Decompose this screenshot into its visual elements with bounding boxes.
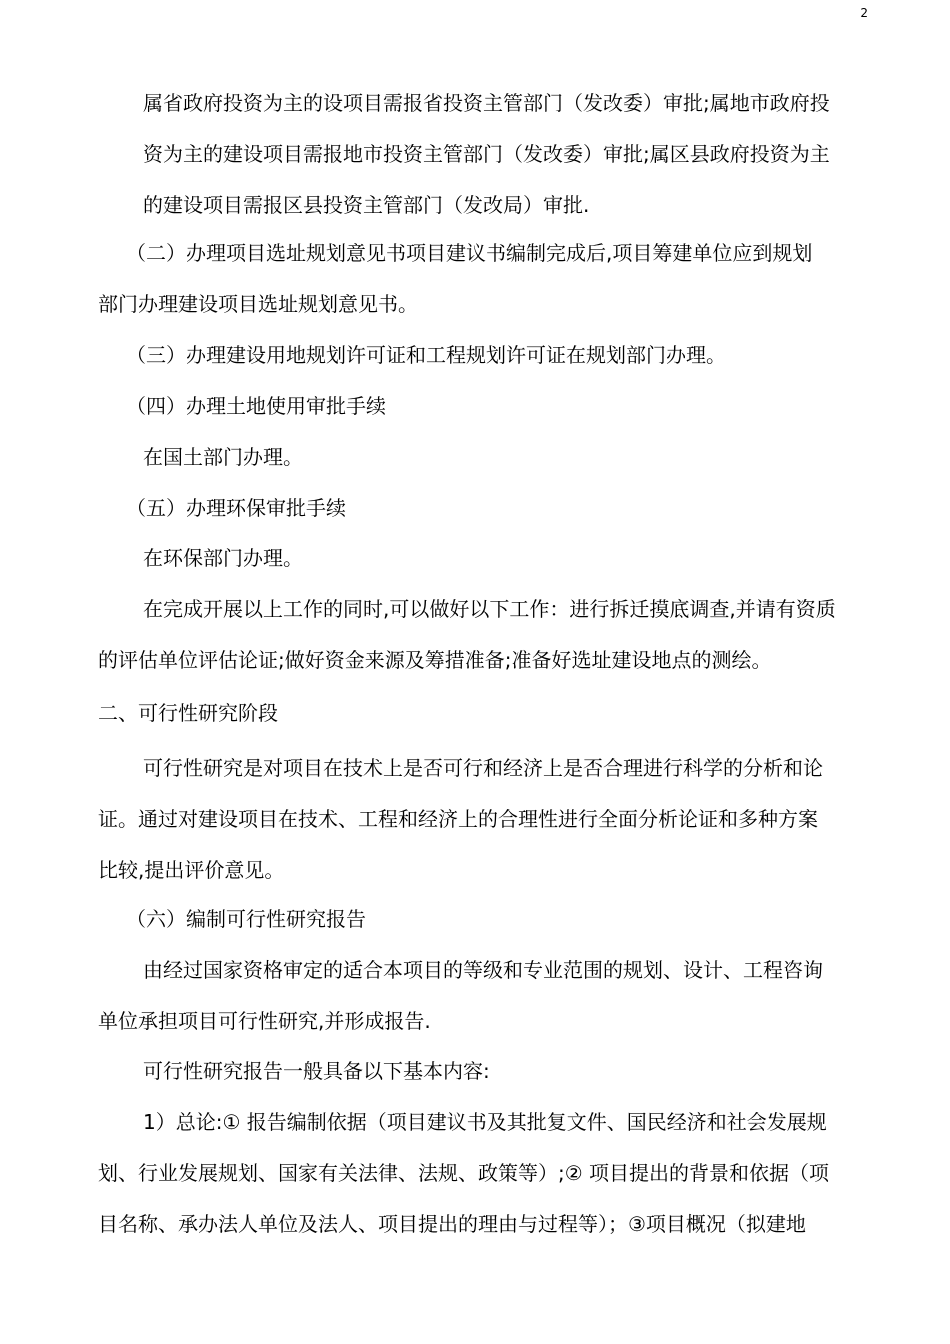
text-line: 可行性研究是对项目在技术上是否可行和经济上是否合理进行科学的分析和论: [143, 756, 823, 780]
text-line: （六）编制可行性研究报告: [126, 907, 366, 931]
text-line: 单位承担项目可行性研究,并形成报告.: [98, 1009, 431, 1033]
text-line: （五）办理环保审批手续: [126, 496, 346, 520]
paragraph-general-overview: [98, 1097, 870, 1250]
paragraph-approval-authority: [143, 78, 870, 231]
text-line: 1）总论:① 报告编制依据（项目建议书及其批复文件、国民经济和社会发展规: [143, 1110, 827, 1134]
heading-environmental-approval: [98, 483, 870, 534]
text-line: 由经过国家资格审定的适合本项目的等级和专业范围的规划、设计、工程咨询: [143, 958, 823, 982]
text-line: 划、行业发展规划、国家有关法律、法规、政策等）;② 项目提出的背景和依据（项: [98, 1161, 830, 1185]
text-line: 可行性研究报告一般具备以下基本内容:: [143, 1059, 490, 1083]
text-line: （四）办理土地使用审批手续: [126, 394, 386, 418]
text-line: 的评估单位评估论证;做好资金来源及筹措准备;准备好选址建设地点的测绘。: [98, 648, 772, 672]
paragraph-land-use-permit: [98, 330, 870, 381]
text-line: 属省政府投资为主的设项目需报省投资主管部门（发改委）审批;属地市政府投: [143, 91, 830, 115]
text-line: 二、可行性研究阶段: [98, 701, 278, 725]
text-line: 在环保部门办理。: [143, 546, 303, 570]
paragraph-feasibility-definition: [98, 743, 870, 896]
heading-feasibility-report: [98, 894, 870, 945]
paragraph-report-contents-intro: [143, 1046, 870, 1097]
paragraph-site-planning: [98, 228, 870, 330]
text-line: 在完成开展以上工作的同时,可以做好以下工作：进行拆迁摸底调查,并请有资质: [143, 597, 836, 621]
text-line: 在国土部门办理。: [143, 445, 303, 469]
paragraph-land-department: [143, 432, 870, 483]
text-line: 目名称、承办法人单位及法人、项目提出的理由与过程等）；③项目概况（拟建地: [98, 1212, 806, 1236]
paragraph-environmental-department: [143, 533, 870, 584]
paragraph-parallel-work: [98, 584, 870, 686]
text-line: 资为主的建设项目需报地市投资主管部门（发改委）审批;属区县政府投资为主: [143, 142, 830, 166]
text-line: （二）办理项目选址规划意见书项目建议书编制完成后,项目筹建单位应到规划: [126, 241, 813, 265]
text-line: 证。通过对建设项目在技术、工程和经济上的合理性进行全面分析论证和多种方案: [98, 807, 818, 831]
paragraph-report-institution: [98, 945, 870, 1047]
text-line: 部门办理建设项目选址规划意见书。: [98, 292, 418, 316]
text-line: （三）办理建设用地规划许可证和工程规划许可证在规划部门办理。: [126, 343, 726, 367]
text-line: 的建设项目需报区县投资主管部门（发改局）审批.: [143, 193, 590, 217]
section-heading-feasibility: [98, 688, 870, 739]
heading-land-approval: [98, 381, 870, 432]
page-number: 2: [860, 6, 868, 20]
text-line: 比较,提出评价意见。: [98, 858, 285, 882]
